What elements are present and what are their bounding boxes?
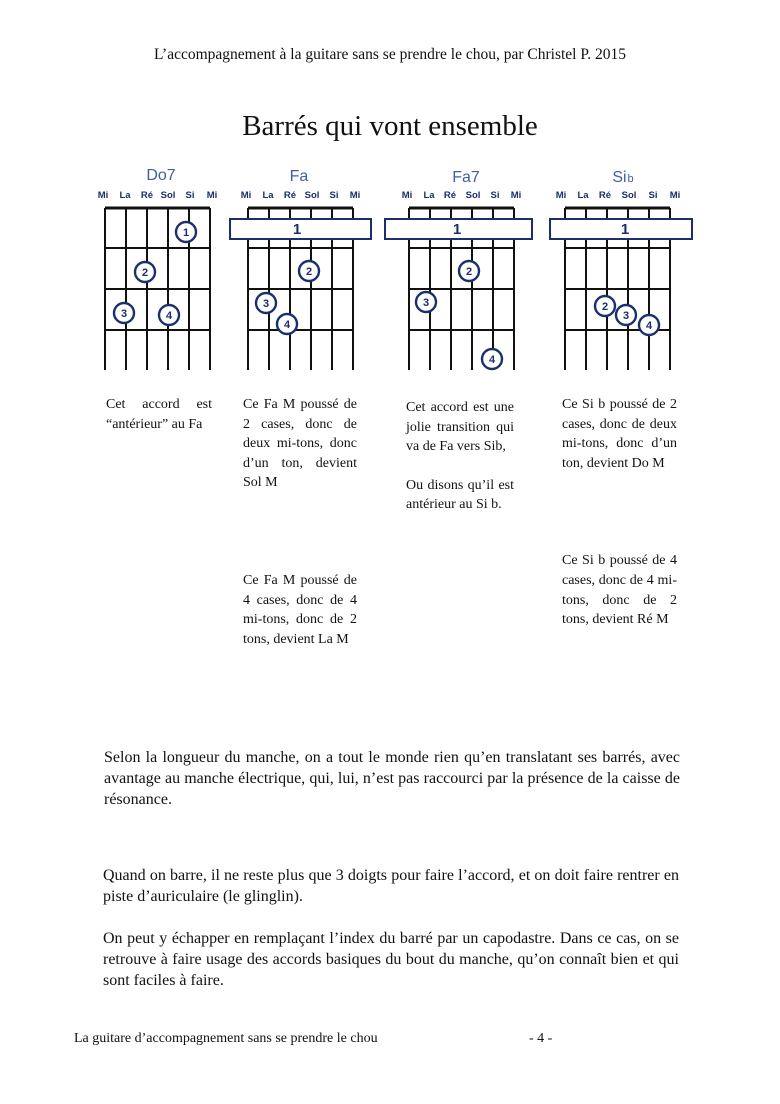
svg-text:4: 4 — [165, 310, 173, 322]
string-label: La — [577, 190, 589, 201]
chord-name: Do7 — [146, 167, 176, 184]
svg-text:3: 3 — [622, 310, 630, 322]
string-label: Mi — [510, 190, 522, 201]
svg-text:4: 4 — [283, 319, 291, 331]
svg-text:3: 3 — [262, 298, 270, 310]
finger-marker — [482, 349, 502, 369]
svg-text:3: 3 — [422, 297, 430, 309]
finger-marker — [616, 305, 636, 325]
description-paragraph: Ce Fa M poussé de 4 cases, donc de 4 mi-tons, donc de 2 tons, devient La M — [243, 572, 357, 647]
description-paragraph: Cet accord est une jolie transition qui va de Fa vers Sib, — [406, 400, 514, 455]
finger-marker — [159, 305, 179, 325]
string-label: Mi — [240, 190, 252, 201]
string-label: Si — [185, 190, 195, 201]
finger-marker — [459, 261, 479, 281]
page-title: Barrés qui vont ensemble — [242, 110, 538, 142]
string-label: Mi — [669, 190, 681, 201]
svg-text:1: 1 — [182, 227, 190, 239]
chord-name: Fa — [289, 168, 309, 185]
svg-text:1: 1 — [620, 221, 630, 238]
svg-text:1: 1 — [452, 221, 462, 238]
finger-marker — [277, 314, 297, 334]
chord-name: Fa7 — [452, 169, 480, 186]
finger-marker — [256, 293, 276, 313]
svg-text:2: 2 — [305, 266, 313, 278]
chord-diagram-fa7 — [385, 164, 535, 376]
finger-marker — [299, 261, 319, 281]
paragraph: Quand on barre, il ne reste plus que 3 doigts pour faire l’accord, et on doit faire rentrer en piste d’auriculaire (le glinglin). — [103, 867, 679, 905]
string-label: La — [119, 190, 131, 201]
finger-marker — [595, 296, 615, 316]
string-label: Sol — [621, 190, 637, 201]
finger-marker — [639, 315, 659, 335]
string-label: Mi — [97, 190, 109, 201]
chord-diagram-sib — [549, 164, 697, 376]
svg-text:4: 4 — [645, 320, 653, 332]
finger-marker — [114, 303, 134, 323]
string-label: Sol — [304, 190, 320, 201]
chord-diagram-do7 — [95, 164, 225, 376]
svg-text:2: 2 — [141, 267, 149, 279]
svg-text:4: 4 — [488, 354, 496, 366]
string-label: Si — [329, 190, 339, 201]
svg-text:2: 2 — [601, 301, 609, 313]
finger-marker — [416, 292, 436, 312]
string-label: Ré — [443, 190, 457, 201]
description-paragraph: Ce Si b poussé de 4 cases, donc de 4 mi-tons, donc de 2 tons, devient Ré M — [562, 553, 677, 628]
svg-text:3: 3 — [120, 308, 128, 320]
description-paragraph: Ou disons qu’il est antérieur au Si b. — [406, 477, 514, 513]
string-label: Ré — [598, 190, 612, 201]
string-label: Ré — [283, 190, 297, 201]
svg-text:2: 2 — [465, 266, 473, 278]
string-label: Mi — [555, 190, 567, 201]
description-sib — [562, 395, 677, 649]
description-do7 — [106, 395, 212, 453]
string-label: Si — [648, 190, 658, 201]
paragraph: On peut y échapper en remplaçant l’index du barré par un capodastre. Dans ce cas, on se retrouve à faire usage des accords basiques du bout du manche, qu’on connaît bien et qui sont faciles à faire. — [103, 930, 679, 989]
string-label: Mi — [401, 190, 413, 201]
barre-bar — [550, 219, 692, 239]
finger-marker — [135, 262, 155, 282]
description-fa7 — [406, 398, 514, 534]
string-label: Si — [490, 190, 500, 201]
barre-bar — [230, 219, 371, 239]
svg-text:1: 1 — [292, 221, 302, 238]
string-label: Mi — [349, 190, 361, 201]
description-paragraph: Cet accord est “antérieur” au Fa — [106, 397, 212, 432]
string-label: La — [423, 190, 435, 201]
description-paragraph: Ce Fa M poussé de 2 cases, donc de deux mi-tons, donc d’un ton, devient Sol M — [243, 397, 357, 491]
finger-marker — [176, 222, 196, 242]
chord-name: Sib — [612, 169, 634, 186]
paragraph: Selon la longueur du manche, on a tout le monde rien qu’en translatant ses barrés, avec avantage au manche électrique, qui, lui, n’est pas raccourci par la présence de la caisse de résonance. — [104, 749, 680, 808]
chord-diagram-fa — [229, 164, 374, 376]
page-number: - 4 - — [529, 1031, 553, 1046]
barre-bar — [385, 219, 532, 239]
string-label: La — [262, 190, 274, 201]
string-label: Ré — [140, 190, 154, 201]
string-label: Mi — [206, 190, 218, 201]
page-footer-title: La guitare d’accompagnement sans se prendre le chou — [74, 1031, 378, 1046]
string-label: Sol — [465, 190, 481, 201]
description-paragraph: Ce Si b poussé de 2 cases, donc de deux mi-tons, donc d’un ton, devient Do M — [562, 397, 677, 471]
string-label: Sol — [160, 190, 176, 201]
description-fa — [243, 395, 357, 668]
page-header: L’accompagnement à la guitare sans se prendre le chou, par Christel P. 2015 — [153, 46, 627, 63]
